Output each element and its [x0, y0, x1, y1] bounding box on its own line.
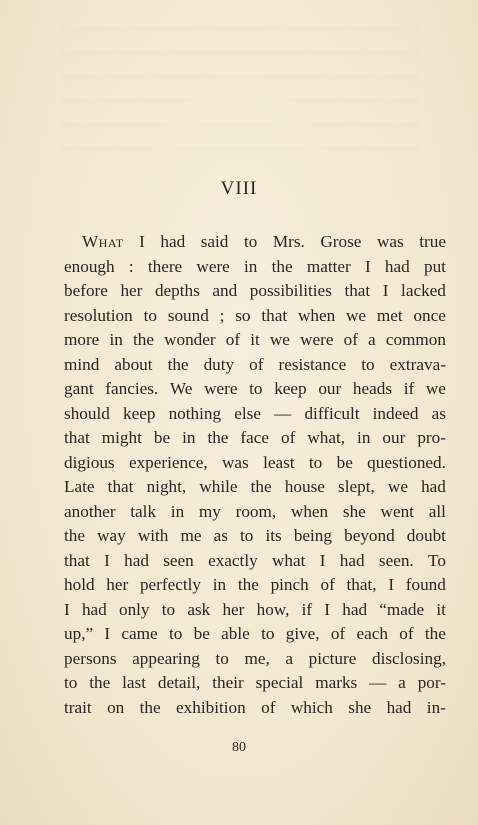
body-text	[64, 230, 446, 720]
text-line: more in the wonder of it we were of a common	[64, 330, 446, 349]
text-line: to the last detail, their special marks — a por-	[64, 673, 446, 692]
text-line: trait on the exhibition of which she had in-	[64, 697, 446, 717]
text-line: digious experience, was least to be questioned.	[64, 452, 446, 472]
chapter-heading: VIII	[220, 178, 258, 199]
page-number: 80	[232, 740, 246, 755]
text-line: hold her perfectly in the pinch of that, I found	[64, 575, 446, 594]
text-line: should keep nothing else — difficult indeed as	[64, 403, 446, 423]
text-line: that I had seen exactly what I had seen. To	[64, 550, 446, 570]
text-line: enough : there were in the matter I had put	[64, 256, 446, 276]
text-line: another talk in my room, when she went all	[64, 501, 446, 521]
text-line: What I had said to Mrs. Grose was true	[82, 232, 446, 251]
text-line: persons appearing to me, a picture disclosing,	[64, 648, 446, 668]
text-line: gant fancies. We were to keep our heads if we	[64, 379, 446, 398]
text-line: Late that night, while the house slept, we had	[64, 477, 446, 496]
text-line: before her depths and possibilities that I lacked	[64, 281, 446, 300]
text-line: up,” I came to be able to give, of each of the	[64, 624, 446, 643]
text-line: I had only to ask her how, if I had “made it	[64, 599, 446, 619]
text-line: that might be in the face of what, in our pro-	[64, 428, 446, 447]
bleed-through-text	[60, 28, 420, 158]
text-line: mind about the duty of resistance to extrava-	[64, 354, 446, 374]
text-line: the way with me as to its being beyond doubt	[64, 526, 446, 545]
text-line: resolution to sound ; so that when we met once	[64, 305, 446, 325]
